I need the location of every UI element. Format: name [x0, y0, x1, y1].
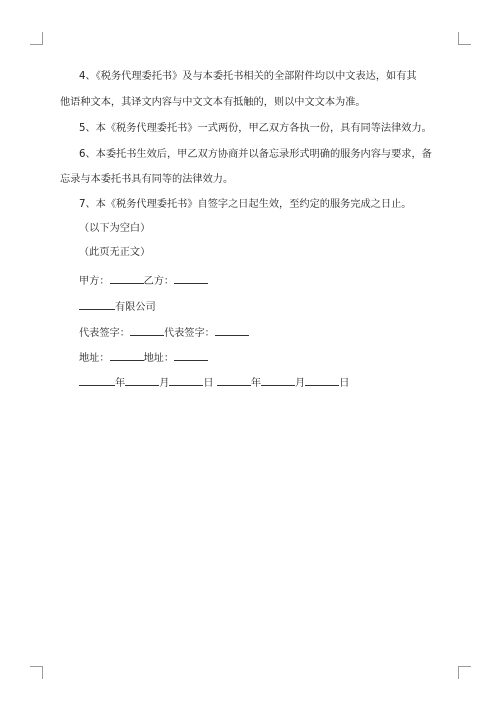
year-a-label: 年 [115, 378, 126, 389]
no-main-text-note: （此页无正文） [79, 247, 151, 258]
date-line [79, 374, 349, 391]
address-line [79, 349, 208, 366]
rep-a-label: 代表签字： [79, 328, 130, 339]
addr-b-label: 地址： [143, 353, 175, 364]
day-b-label: 日 [339, 378, 350, 389]
party-a-label: 甲方： [79, 276, 110, 287]
month-b-label: 月 [295, 378, 306, 389]
day-a-blank [169, 374, 203, 386]
company-suffix: 有限公司 [115, 302, 156, 313]
day-a-label: 日 [203, 378, 214, 389]
crop-mark-bottom-right [458, 666, 471, 679]
company-line [79, 298, 156, 315]
clause-5: 5、本《税务代理委托书》一式两份，甲乙双方各执一份，具有同等法律效力。 [79, 123, 432, 134]
addr-a-blank [110, 349, 144, 361]
month-b-blank [261, 374, 295, 386]
addr-b-blank [174, 349, 208, 361]
clause-6-line-1: 6、本委托书生效后，甲乙双方协商并以备忘录形式明确的服务内容与要求，备 [79, 149, 432, 160]
party-line [79, 272, 208, 289]
addr-a-label: 地址： [79, 353, 110, 364]
clause-7: 7、本《税务代理委托书》自签字之日起生效，至约定的服务完成之日止。 [79, 199, 412, 210]
month-a-label: 月 [159, 378, 170, 389]
crop-mark-bottom-left [30, 666, 43, 679]
year-b-label: 年 [250, 378, 261, 389]
clause-4-line-2: 他语种文本，其译文内容与中文文本有抵触的，则以中文文本为准。 [60, 97, 366, 108]
year-b-blank [217, 374, 251, 386]
clause-6-line-2: 忘录与本委托书具有同等的法律效力。 [60, 174, 234, 185]
day-b-blank [305, 374, 339, 386]
representative-line [79, 324, 249, 341]
year-a-blank [79, 374, 115, 386]
rep-a-blank [130, 324, 164, 336]
blank-below-note: （以下为空白） [79, 223, 151, 234]
rep-b-blank [215, 324, 249, 336]
crop-mark-top-left [30, 32, 43, 45]
clause-4-line-1: 4、《税务代理委托书》及与本委托书相关的全部附件均以中文表达，如有其 [79, 71, 417, 82]
rep-b-label: 代表签字： [163, 328, 215, 339]
party-b-label: 乙方： [143, 276, 175, 287]
party-a-blank [110, 272, 144, 284]
month-a-blank [125, 374, 159, 386]
company-name-blank [79, 298, 115, 310]
crop-mark-top-right [458, 32, 471, 45]
party-b-blank [174, 272, 208, 284]
